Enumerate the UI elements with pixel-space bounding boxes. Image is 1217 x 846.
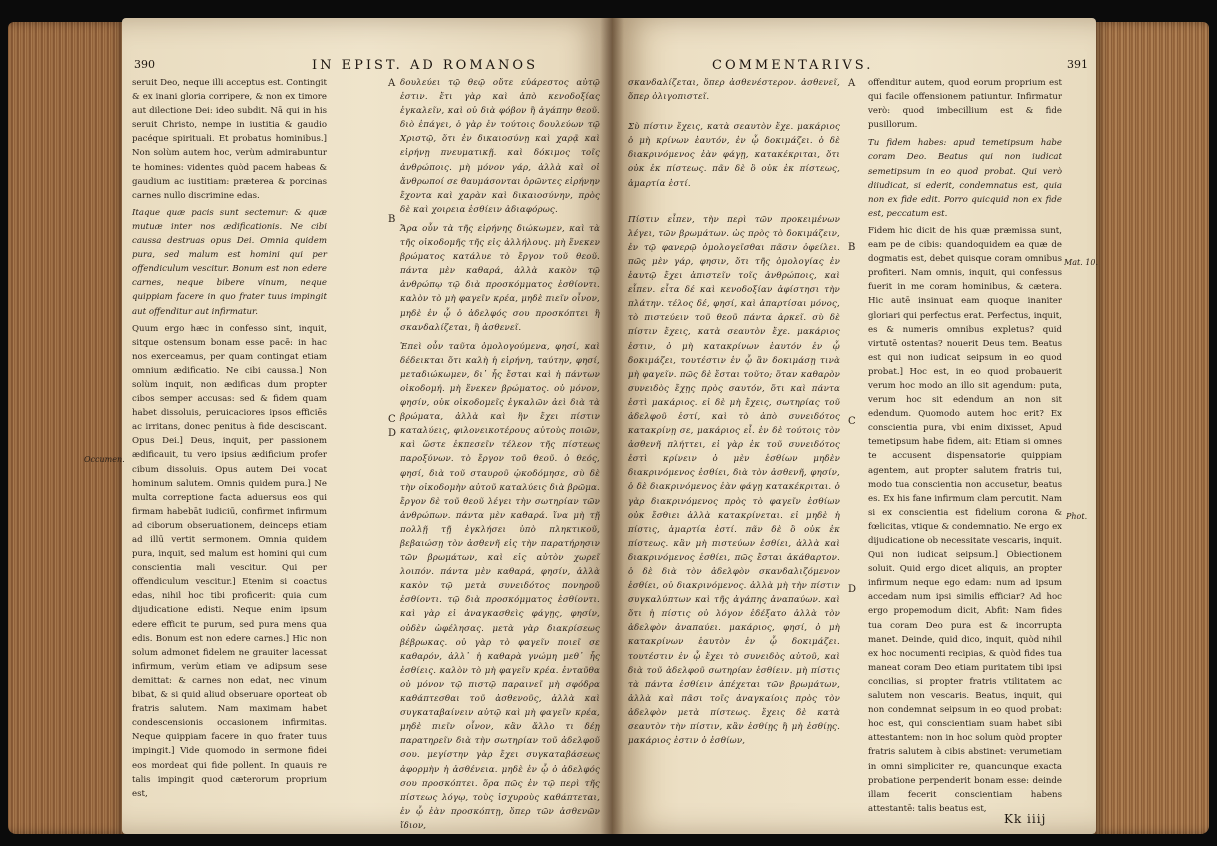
left-latin-italic: Itaque quæ pacis sunt sectemur: & quæ mutuæ inter nos ædificationis. Ne cibi caussa destruas opus Dei. Omnia quidem pura, sed malum est homini qui per offendiculum vescitur. Bonum est non edere carnes, neque bibere vinum, neque quippiam facere in quo frater tuus impingit aut offenditur aut infirmatur. bbox=[132, 207, 327, 317]
right-latin-italic: Tu fidem habes: apud temetipsum habe coram Deo. Beatus qui non iudicat semetipsum in eo quod probat. Qui verò diiudicat, si ederit, condemnatus est, quia non ex fide edit. Porro quicquid non ex fide est, peccatum est. bbox=[868, 138, 1062, 219]
left-latin-column bbox=[132, 76, 327, 826]
section-letter-a-right: A bbox=[848, 78, 856, 89]
signature-mark: Kk iiij bbox=[1004, 812, 1047, 826]
left-page-number: 390 bbox=[134, 58, 155, 71]
margin-note-occumen: Occumen. bbox=[84, 455, 125, 464]
right-greek-text-2: Σὺ πίστιν ἔχεις, κατὰ σεαυτὸν ἔχε. μακάριος ὁ μὴ κρίνων ἑαυτόν, ἐν ᾧ δοκιμάζει. ὁ δὲ διακρινόμενος ἐὰν φάγῃ, κατακέκριται, ὅτι οὐκ ἐκ πίστεως. πᾶν δὲ ὃ οὐκ ἐκ πίστεως, ἁμαρτία ἐστί. bbox=[628, 122, 840, 189]
right-latin-text-1: offenditur autem, quod eorum proprium est qui facile offensionem patiuntur. Infirmatur verò: quod imbecillium est & fide pusillorum. bbox=[868, 78, 1062, 131]
right-page-number: 391 bbox=[1067, 58, 1088, 71]
right-greek-text-1: σκανδαλίζεται, ὅπερ ἀσθενέστερον. ἀσθενεῖ, ὅπερ ὀλιγοπιστεῖ. bbox=[628, 78, 840, 103]
left-running-head: IN EPIST. AD ROMANOS bbox=[312, 58, 538, 73]
section-letter-b-right: B bbox=[848, 242, 856, 253]
section-letter-a-left: A bbox=[388, 78, 396, 89]
section-letter-d-right: D bbox=[848, 584, 857, 595]
right-greek-text-3: Πίστιν εἶπεν, τὴν περὶ τῶν προκειμένων λέγει, τῶν βρωμάτων. ὡς πρὸς τὸ δοκιμάζειν, ἐν τῷ φανερῷ ὁμολογεῖσθαι πᾶσιν ὀφείλει. πῶς μὲν γάρ, φησιν, ὅτι τῆς ὁμολογίας ἐν ἑαυτῷ ἔχει ἀπιστεῖν τοῖς ἀνθρώποις, καὶ εἶπεν. εἶτα δέ καὶ κενοδοξίαν ἀφίστησι τὴν πλάτην. τέλος δέ, φησί, καὶ ἀπαρτίσαι μόνος, τὸ πιστεύειν τοῦ θεοῦ πάντα ἀρκεῖ. σὺ δὲ πίστιν ἔχεις, κατὰ σεαυτὸν ἔχε. μακάριος ἐστιν, ὁ μὴ κατακρίνων ἑαυτόν ἐν ᾧ δοκιμάζει, τουτέστιν ἐν ᾧ ἂν δοκιμάσῃ τινὰ μὴ φαγεῖν. πῶς δὲ ἔσται τοῦτο; ὅταν καθαρὸν συνειδὸς ἔχῃς πρὸς σαυτόν, ὅτι καὶ πάντα ἐστὶ μακάριος. εἰ δὲ μὴ ἔχεις, σωτηρίας τοῦ ἀδελφοῦ ἐστί, καὶ τὸ ἀπὸ συνειδότος κατακρίνῃ σε, μακάριος εἶ. ἐν δὲ τούτοις τὸν ἀσθενῆ πλήττει, εἰ γὰρ ἐκ τοῦ συνειδότος ἐστὶ κρίνειν ὁ μὲν ἐσθίων μηδὲν διακρινόμενος ἐσθίει, διὰ τὸν ἀσθενῆ, φησίν, ὁ δὲ διακρινόμενος ἐὰν φάγῃ κατακέκριται. ὁ γὰρ διακρινόμενος πρὸς τὸ φαγεῖν ἐσθίων οὐκ ἔσθιει ἀλλὰ κατακρίνεται. εἰ μηδὲ ἡ πίστις, ἁμαρτία ἐστί. πᾶν δὲ ὃ οὐκ ἐκ πίστεως. κἂν μὴ πιστεύων ἐσθίει, ἀλλὰ καὶ διακρινόμενος ἐσθίει, πῶς ἔσται ἀκάθαρτον. ὁ δὲ διὰ τὸν ἀδελφὸν σκανδαλιζόμενον ἐσθίει, οὐ διακρινόμενος. ἀλλὰ μὴ τὴν πίστιν συγκαλύπτων καὶ τῆς ἀγάπης ἀναπαύων. καὶ ὅτι ἡ πίστις οὐ λόγον ἐδέξατο ἀλλὰ τὸν ἀδελφὸν ἀναπαύει. μακάριος, φησί, ὁ μὴ κατακρίνων ἑαυτὸν ἐν ᾧ δοκιμάζει. τουτέστιν ἐν ᾧ ἔχει τὸ συνειδὸς αὐτοῦ, καὶ διὰ τοῦ ἀδελφοῦ σωτηρίαν ἐσθίειν. μὴ πίστις τὰ πάντα ἐσθίειν ἀπέχεται τῶν βρωμάτων, ἀλλὰ καὶ πᾶσι τοῖς ἀναγκαίοις πρὸς τὸν ἀδελφὸν μετὰ πίστεως. ἔχεις δὲ κατὰ σεαυτὸν τὴν πίστιν, κἂν ἐσθίῃς ἢ μὴ ἐσθίῃς. μακάριος ἐστιν ὁ ἐσθίων, bbox=[628, 214, 840, 747]
right-page-edges bbox=[1094, 22, 1209, 834]
left-latin-text-2: Quum ergo hæc in confesso sint, inquit, sitque ostensum bonam esse pacē: in hac nos exerceamus, per quam contingat etiam omnium ædificatio. Ne cibi caussa.] Non solùm inquit, non ædificas dum propter cibos semper accusas: sed & fidem quam habet dissoluis, peruicaciores ipsos efficiēs ac irritans, donec penitus à fide desciscant. Opus Dei.] Deus, inquit, per passionem ædificauit, tu vero ipsius ædificium profer cibum dissoluis. Opus autem Dei vocat hominum salutem. Omnis quidem pura.] Ne multa correptione facta aduersus eos qui firmam habebāt iudiciū, confirmet infirmum ad ciborum obseruationem, deinceps etiam ad illū vertit sermonem. Omnia quidem pura, inquit, sed malum est homini qui cum conscientia mali vescitur. Qui per offendiculum vescitur.] Etenim si coactus edas, nihil hoc tibi proficerit: quia cum dijudicatione edisti. Neque enim ipsum edere efficit te purum, sed pura mens qua edis. Bonum est non edere carnes.] Hic non solum admonet fidelem ne grauiter lacessat infirmum, verùm etiam ve adipsum sese demittat: & carnes non edat, nec vinum bibat, & si quid aliud obseruare oporteat ob fratris salutem. Nam maximam habet condescensionis occasionem infirmitas. Neque quippiam facere in quo frater tuus impingit.] Vide quomodo in sermone fidei eos mordeat qui fide pollent. In quauis re talis impingit quod cæterorum proprium est, bbox=[132, 323, 327, 799]
section-letter-c-right: C bbox=[848, 416, 856, 427]
right-page bbox=[612, 18, 1096, 834]
margin-note-phot: Phot. bbox=[1066, 512, 1088, 521]
section-letter-d-left: D bbox=[388, 428, 397, 439]
section-letter-c-left: C bbox=[388, 414, 396, 425]
margin-note-mat: Mat. 10. bbox=[1064, 258, 1098, 267]
right-latin-column bbox=[868, 76, 1062, 814]
left-page-edges bbox=[8, 22, 126, 834]
left-greek-text-3: Ἐπεὶ οὖν ταῦτα ὁμολογούμενα, φησί, καὶ δέδεικται ὅτι καλὴ ἡ εἰρήνη, ταύτην, φησί, μεταδιώκωμεν, δι᾽ ἧς ἔσται καὶ ἡ πάντων οἰκοδομή. μὴ ἕνεκεν βρώματος. οὐ μόνον, φησίν, οὐκ οἰκοδομεῖς ἐγκαλῶν ἀεὶ διὰ τὰ βρώματα, ἀλλὰ καὶ ἣν ἔχει πίστιν καταλύεις, φιλονεικοτέρους αὐτοὺς ποιῶν, καὶ ὥστε ἐκπεσεῖν τέλεον τῆς πίστεως παροξύνων. τὸ ἔργον τοῦ θεοῦ. ὁ θεός, φησί, διὰ τοῦ σταυροῦ ᾠκοδόμησε, σὺ δὲ τὴν οἰκοδομὴν αὐτοῦ καταλύεις διὰ βρῶμα. ἔργον δὲ τοῦ θεοῦ λέγει τὴν σωτηρίαν τῶν ἀνθρώπων. πάντα μὲν καθαρά. ἵνα μὴ τῇ πολλῇ τῇ ἐγκλήσει ὑπὸ πληκτικοῦ, βεβαιώσῃ τὸν ἀσθενῆ εἰς τὴν παρατήρησιν τῶν βρωμάτων, καὶ εἰς αὐτὸν χωρεῖ λοιπόν. πάντα μὲν καθαρά, φησίν, ἀλλὰ κακὸν τῷ μετὰ συνειδότος πονηροῦ ἐσθίοντι. τῷ διὰ προσκόμματος ἐσθίοντι. καὶ γὰρ εἰ ἀναγκασθεὶς φάγῃς, φησίν, οὐδὲν ὠφέλησας. μετὰ γὰρ διακρίσεως βέβρωκας. οὐ γὰρ τὸ φαγεῖν ποιεῖ σε καθαρόν, ἀλλ᾽ ἡ καθαρὰ γνώμη μεθ᾽ ἧς ἐσθίεις. καλὸν τὸ μὴ φαγεῖν κρέα. ἐνταῦθα οὐ μόνον τῷ πιστῷ παραινεῖ μὴ σφόδρα καθάπτεσθαι τοῦ ἀσθενοῦς, ἀλλὰ καὶ συγκαταβαίνειν αὐτῷ καὶ μὴ φαγεῖν κρέα, μηδὲ πιεῖν οἶνον, κἂν ἄλλο τι δέῃ παρατηρεῖν διὰ τὴν σωτηρίαν τοῦ ἀδελφοῦ σου. μεγίστην γὰρ ἔχει συγκαταβάσεως ἀφορμὴν ἡ ἀσθένεια. μηδὲ ἐν ᾧ ὁ ἀδελφός σου προσκόπτει. ὅρα πῶς ἐν τῷ περὶ τῆς πίστεως λόγῳ, τοὺς ἰσχυροὺς καθάπτεται, ἐν ᾧ ἐὰν προσκόπτῃ, ὅπερ τῶν ἀσθενῶν ἴδιον, bbox=[400, 341, 600, 831]
left-greek-text-1: δουλεύει τῷ θεῷ οὔτε εὐάρεστος αὐτῷ ἐστιν. ἔτι γὰρ καὶ ἀπὸ κενοδοξίας ἐγκαλεῖν, καὶ οὐ διὰ φόβον ἢ ἀγάπην θεοῦ. διὸ ἐπάγει, ὁ γὰρ ἐν τούτοις δουλεύων τῷ Χριστῷ, ὅτι ἐν δικαιοσύνῃ καὶ χαρᾷ καὶ εἰρήνῃ πνευματικῇ. καὶ δόκιμος τοῖς ἀνθρώποις. μὴ μόνον γάρ, ἀλλὰ καὶ οἱ ἄνθρωποί σε θαυμάσονται ὁρῶντες εἰρήνην ἔχοντα καὶ χαρὰν καὶ δικαιοσύνην, πρὸς δὲ καὶ χοιρεια ἐσθίειν ἀδιαφόρως. bbox=[400, 78, 600, 215]
left-page bbox=[122, 18, 612, 834]
right-greek-column bbox=[628, 76, 840, 826]
left-greek-column bbox=[400, 76, 600, 831]
left-greek-text-2: Ἄρα οὖν τὰ τῆς εἰρήνης διώκωμεν, καὶ τὰ τῆς οἰκοδομῆς τῆς εἰς ἀλλήλους. μὴ ἕνεκεν βρώματος κατάλυε τὸ ἔργον τοῦ θεοῦ. πάντα μὲν καθαρά, ἀλλὰ κακὸν τῷ ἀνθρώπῳ τῷ διὰ προσκόμματος ἐσθίοντι. καλὸν τὸ μὴ φαγεῖν κρέα, μηδὲ πιεῖν οἶνον, μηδὲ ἐν ᾧ ὁ ἀδελφός σου προσκόπτει ἢ σκανδαλίζεται, ἢ ἀσθενεῖ. bbox=[400, 223, 600, 333]
right-latin-text-2: Fidem hic dicit de his quæ præmissa sunt, eam pe de cibis: quandoquidem ea quæ de dogmatis est, debet quisque coram omnibus profiteri. Nam omnis, inquit, qui confessus fuerit in me coram hominibus, & cætera. Hic autē insinuat eam quoque inaniter gloriari qui perfectus erat. Perfectus, inquit, es & numeris omnibus expletus? quid virtutē ostentas? nouerit Deus tem. Beatus est qui non iudicat seipsum in eo quod probat.] Hoc est, in eo quod probauerit verum hoc modo an illo sit agendum: puta, verum hoc sit edendum an non sit edendum. Quomodo autem hoc erit? Ex conscientia pura, vbi enim dixisset, Apud temetipsum habe fidem, ait: Etiam si omnes te accusent dispensatorie quippiam agentem, aut propter salutem fratris tui, modo tua conscientia non accusetur, beatus es. Ex his fane infirmum clam percutit. Nam si ex conscientia est fidelium corona & fœlicitas, vtique & condemnatio. Ne ergo ex dijudicatione ob necessitate vescaris, inquit. Qui non iudicat seipsum.] Obiectionem soluit. Quid ergo dicet aliquis, an propter infirmum neque ego edam: num ad ipsum accedam num ipsi similis efficiar? Ad hoc ergo propemodum dicit, Abfit: Nam fides tua coram Deo pura est & incorrupta manet. Deinde, quid dico, inquit, quòd nihil ex hoc nocumenti recipias, & quòd fides tua maneat coram Deo etiam puritatem tibi ipsi concilias, si propter fratris vtilitatem ac salutem non vescaris. Beatus, inquit, qui non condemnat seipsum in eo quod probat: hoc est, qui conscientiam suam habet sibi attestantem: non in hoc solum quòd propter fratris salutem à cibis abstinet: verumetiam in omni simpliciter re, quancunque exacta probatione perpenderit bonam esse: deinde illam fecerit conscientiam habens attestantē: talis beatus est, bbox=[868, 225, 1062, 814]
left-latin-text-1: seruit Deo, neque illi acceptus est. Contingit & ex inani gloria corripere, & non ex timore aut dilectione Dei: ideo subdit. Nā qui in his seruit Christo, nempe in iustitia & gaudio pacéque spirituali. Et probatus hominibus.] Non solùm autem hoc, verùm admirabuntur te homines: videntes quòd pacem habeas & gaudium ac iustitiam: præterea & porcinas carnes nullo discrimine edas. bbox=[132, 78, 327, 201]
book-gutter bbox=[600, 18, 624, 834]
section-letter-b-left: B bbox=[388, 214, 396, 225]
right-running-head: COMMENTARIVS. bbox=[712, 58, 874, 73]
